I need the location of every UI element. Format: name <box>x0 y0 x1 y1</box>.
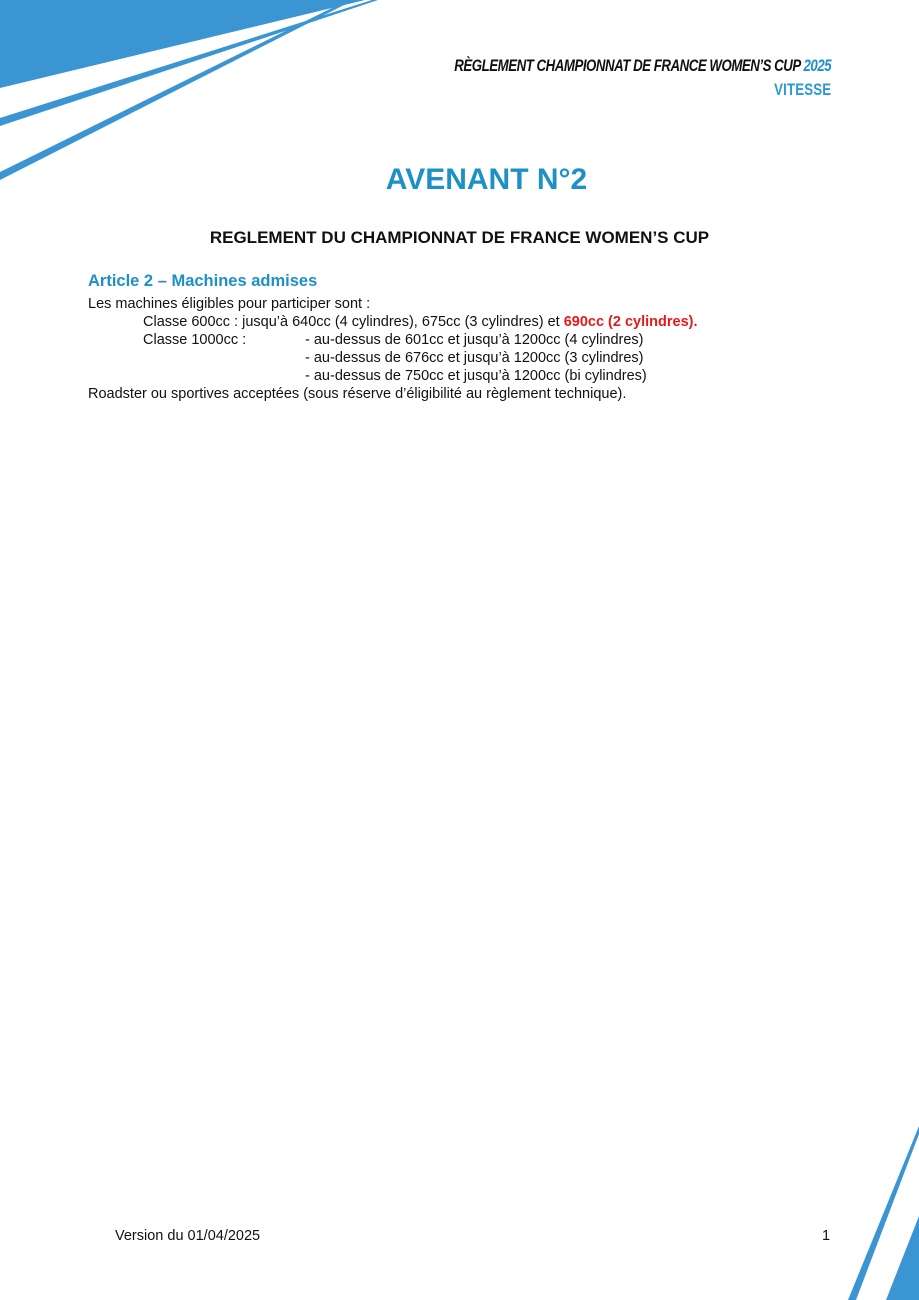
class-600-highlight: 690cc (2 cylindres). <box>563 314 698 330</box>
class-1000-item: - au-dessus de 601cc et jusqu’à 1200cc (4 cylindres) <box>305 332 644 348</box>
article-intro: Les machines éligibles pour participer sont : <box>88 296 371 312</box>
class-600-text: Classe 600cc : jusqu’à 640cc (4 cylindres), 675cc (3 cylindres) et <box>143 314 560 330</box>
class-1000-item: - au-dessus de 676cc et jusqu’à 1200cc (3 cylindres) <box>305 350 644 366</box>
header-title-text: RÈGLEMENT CHAMPIONNAT DE FRANCE WOMEN’S CUP <box>454 56 801 75</box>
footer-version: Version du 01/04/2025 <box>115 1228 261 1244</box>
article-note: Roadster ou sportives acceptées (sous réserve d’éligibilité au règlement technique). <box>88 386 627 402</box>
document-subtitle: REGLEMENT DU CHAMPIONNAT DE FRANCE WOMEN’S CUP <box>209 228 710 247</box>
header-subtitle: VITESSE <box>773 80 831 99</box>
footer-decoration <box>840 1120 919 1300</box>
header-year: 2025 <box>803 56 831 75</box>
header-decoration <box>0 0 380 185</box>
class-1000-item: - au-dessus de 750cc et jusqu’à 1200cc (bi cylindres) <box>305 368 647 384</box>
class-1000-label: Classe 1000cc : <box>143 332 247 348</box>
page-number: 1 <box>822 1228 831 1244</box>
document-title: AVENANT N°2 <box>385 163 588 196</box>
class-600-line <box>143 313 698 331</box>
article-heading: Article 2 – Machines admises <box>88 272 318 290</box>
header-title <box>454 56 831 76</box>
